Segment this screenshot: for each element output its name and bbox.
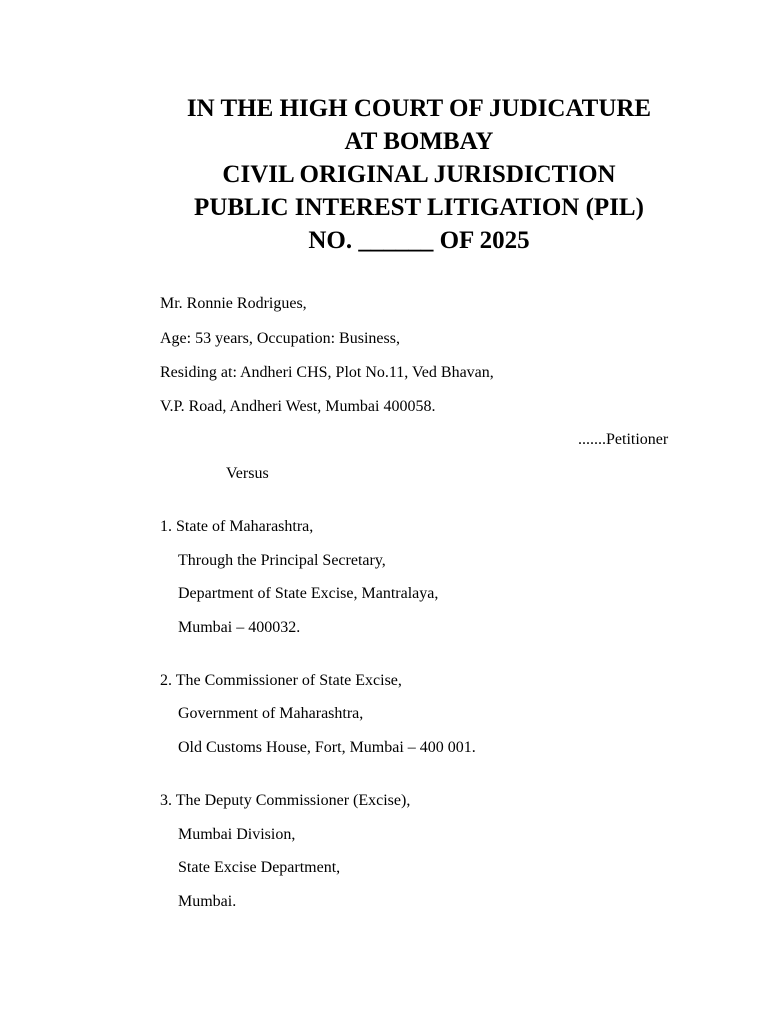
- respondent-2-line3: Old Customs House, Fort, Mumbai – 400 001.: [178, 739, 476, 756]
- respondent-1-line2: Through the Principal Secretary,: [178, 552, 386, 569]
- petition-number: NO. ______ OF 2025: [308, 227, 530, 254]
- petitioner-address-line2: V.P. Road, Andheri West, Mumbai 400058.: [160, 398, 436, 415]
- petitioner-age-occupation: Age: 53 years, Occupation: Business,: [160, 330, 400, 347]
- respondent-1-line4: Mumbai – 400032.: [178, 619, 301, 636]
- respondent-3-line1: 3. The Deputy Commissioner (Excise),: [160, 792, 411, 809]
- respondent-2-line1: 2. The Commissioner of State Excise,: [160, 672, 402, 689]
- petition-type: PUBLIC INTEREST LITIGATION (PIL): [194, 194, 644, 221]
- respondent-1-line3: Department of State Excise, Mantralaya,: [178, 585, 439, 602]
- respondent-3-line4: Mumbai.: [178, 893, 237, 910]
- respondent-1-line1: 1. State of Maharashtra,: [160, 518, 314, 535]
- case-heading: [0, 92, 768, 257]
- court-seat: AT BOMBAY: [344, 128, 494, 155]
- respondent-3-line2: Mumbai Division,: [178, 826, 296, 843]
- versus-label: Versus: [226, 465, 269, 482]
- petitioner-role-label: .......Petitioner: [578, 431, 669, 448]
- respondent-2-line2: Government of Maharashtra,: [178, 705, 364, 722]
- petitioner-address-line1: Residing at: Andheri CHS, Plot No.11, Ved Bhavan,: [160, 364, 494, 381]
- respondent-3-line3: State Excise Department,: [178, 859, 341, 876]
- court-name: IN THE HIGH COURT OF JUDICATURE: [186, 95, 652, 122]
- petitioner-name: Mr. Ronnie Rodrigues,: [160, 295, 307, 312]
- jurisdiction: CIVIL ORIGINAL JURISDICTION: [222, 161, 616, 188]
